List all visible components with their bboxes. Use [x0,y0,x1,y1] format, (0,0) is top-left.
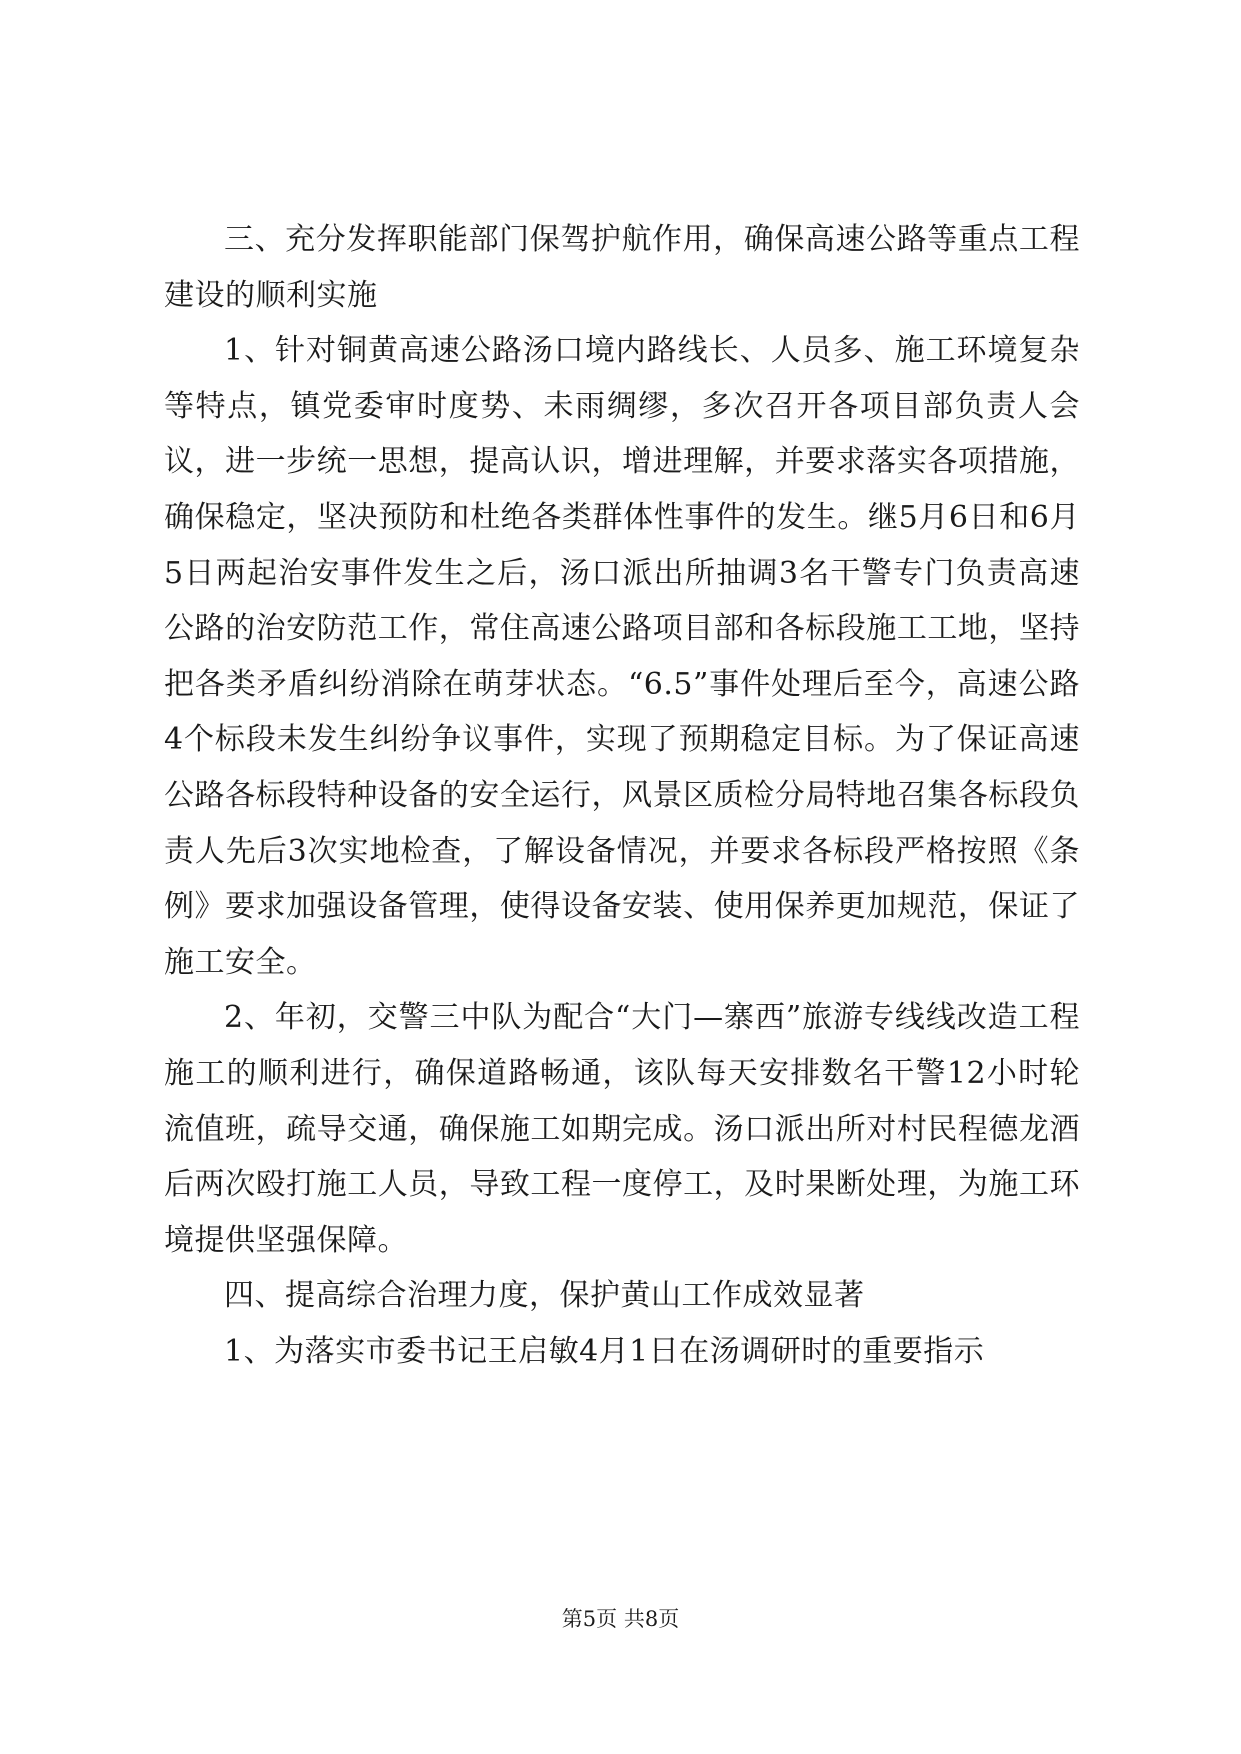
page-number-footer: 第5页 共8页 [561,1607,680,1631]
section-heading-three: 三、充分发挥职能部门保驾护航作用，确保高速公路等重点工程建设的顺利实施 [164,222,1080,313]
paragraph-mayor-instructions: 1、为落实市委书记王启敏4月1日在汤调研时的重要指示 [224,1333,985,1369]
section-heading-four: 四、提高综合治理力度，保护黄山工作成效显著 [224,1278,865,1314]
paragraph-tongluang-highway: 1、针对铜黄高速公路汤口境内路线长、人员多、施工环境复杂等特点，镇党委审时度势、未雨绸缪，多次召开各项目部负责人会议，进一步统一思想，提高认识，增进理解，并要求落实各项措施，确保稳定，坚决预防和杜绝各类群体性事件的发生。继5月6日和6月5日两起治安事件发生之后，汤口派出所抽调3名干警专门负责高速公路的治安防范工作，常住高速公路项目部和各标段施工工地，坚持把各类矛盾纠纷消除在萌芽状态。“6.5”事件处理后至今，高速公路4个标段未发生纠纷争议事件，实现了预期稳定目标。为了保证高速公路各标段特种设备的安全运行，风景区质检分局特地召集各标段负责人先后3次实地检查，了解设备情况，并要求各标段严格按照《条例》要求加强设备管理，使得设备安装、使用保养更加规范，保证了施工安全。 [164,333,1080,980]
document-body [164,212,1080,1379]
paragraph-traffic-police: 2、年初，交警三中队为配合“大门—寨西”旅游专线线改造工程施工的顺利进行，确保道路畅通，该队每天安排数名干警12小时轮流值班，疏导交通，确保施工如期完成。汤口派出所对村民程德龙酒后两次殴打施工人员，导致工程一度停工，及时果断处理，为施工环境提供坚强保障。 [164,1000,1080,1258]
